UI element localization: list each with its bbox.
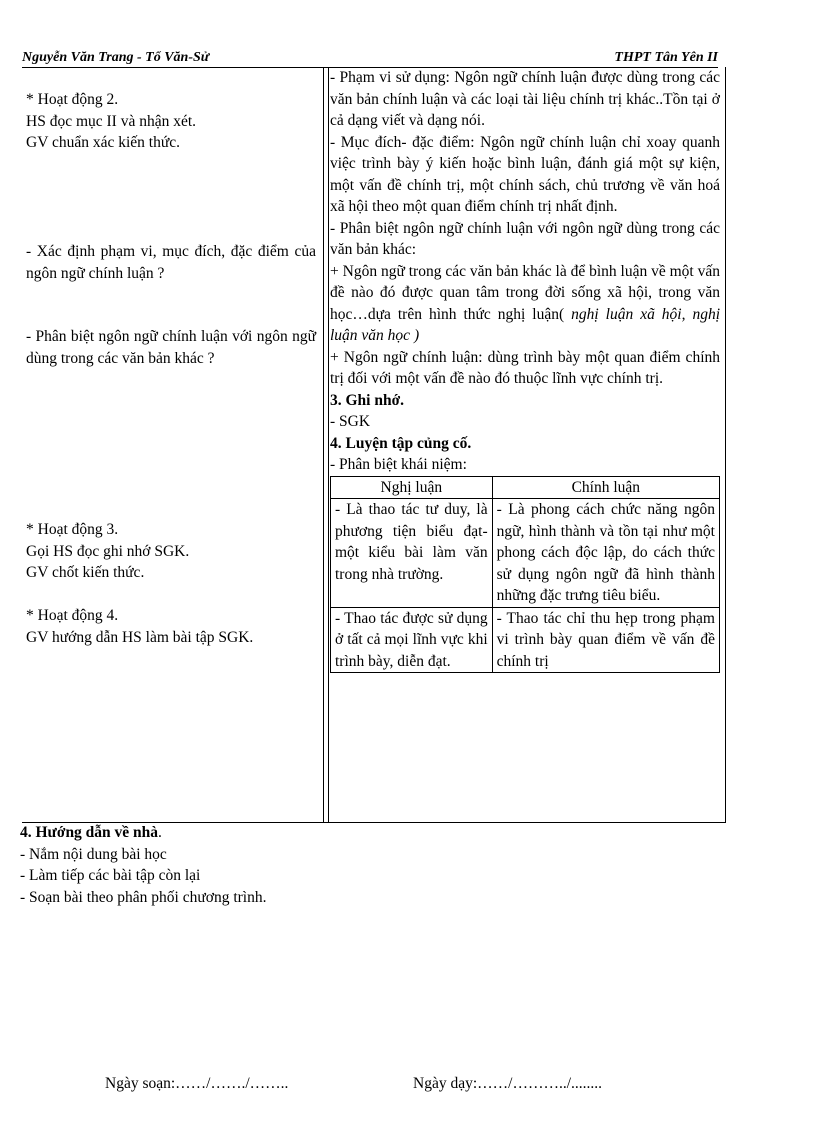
table-row xyxy=(331,499,720,608)
activity-3-line-2: GV chốt kiến thức. xyxy=(26,564,145,581)
political-paragraph: + Ngôn ngữ chính luận: dùng trình bày một quan điểm chính trị đối với một vấn đề nào đó thuộc lĩnh vực chính trị. xyxy=(330,348,720,387)
activity-4-line-1: GV hướng dẫn HS làm bài tập SGK. xyxy=(26,629,254,646)
other-texts-paragraph xyxy=(330,261,720,347)
list-item: - Soạn bài theo phân phối chương trình. xyxy=(20,888,267,906)
comparison-table xyxy=(330,476,720,674)
table-cell: - Thao tác chỉ thu hẹp trong phạm vi trình bày quan điểm về vấn đề chính trị xyxy=(492,607,719,673)
school-label: THPT Tân Yên II xyxy=(614,50,718,65)
practice-intro: - Phân biệt khái niệm: xyxy=(330,456,467,473)
column-divider xyxy=(323,67,329,822)
homework-section xyxy=(20,822,266,908)
table-cell: - Là thao tác tư duy, là phương tiện biểu đạt- một kiểu bài làm văn trong nhà trường. xyxy=(331,499,493,608)
summary-heading: 3. Ghi nhớ. xyxy=(330,391,405,409)
summary-sgk: - SGK xyxy=(330,413,371,430)
purpose-paragraph: - Mục đích- đặc điểm: Ngôn ngữ chính luận chỉ xoay quanh việc trình bày ý kiến hoặc bình luận, đánh giá một sự kiện, một vấn đề chính trị, một chính sách, chủ trương về văn hoá xã hội theo một quan điểm chính trị nhất định. xyxy=(330,133,720,215)
activity-3-title: * Hoạt động 3. xyxy=(26,521,119,538)
other-texts-italic: nghị luận xã hội, nghị luận văn học ) xyxy=(330,305,721,344)
list-item: - Nắm nội dung bài học xyxy=(20,845,167,863)
header-nghi-luan: Nghị luận xyxy=(331,476,493,499)
prep-date: Ngày soạn:……/……./…….. xyxy=(105,1075,289,1092)
activity-3-line-1: Gọi HS đọc ghi nhớ SGK. xyxy=(26,543,190,560)
table-row xyxy=(331,607,720,673)
lesson-table xyxy=(22,67,726,823)
list-item: - Làm tiếp các bài tập còn lại xyxy=(20,867,201,884)
table-cell: - Thao tác được sử dụng ở tất cả mọi lĩnh vực khi trình bày, diễn đạt. xyxy=(331,607,493,673)
table-cell: - Là phong cách chức năng ngôn ngữ, hình thành và tồn tại như một phong cách độc lập, do cách thức sử dụng ngôn ngữ đã hình thành những đặc trưng tiêu biểu. xyxy=(492,499,719,608)
table-header-row xyxy=(331,476,720,499)
homework-heading xyxy=(20,822,266,844)
homework-title-dot: . xyxy=(158,824,162,841)
author-label: Nguyễn Văn Trang - Tổ Văn-Sử xyxy=(22,50,210,65)
scope-paragraph: - Phạm vi sử dụng: Ngôn ngữ chính luận được dùng trong các văn bản chính luận và các loại tài liệu chính trị khác..Tồn tại ở cả dạng viết và dạng nói. xyxy=(330,69,720,129)
activity-2-line-2: GV chuẩn xác kiến thức. xyxy=(26,134,181,151)
other-texts-text: + Ngôn ngữ trong các văn bản khác là để bình luận về một vấn đề nào đó được quan tâm trong đời sống xã hội, trong văn học…dựa trên hình thức nghị luận( xyxy=(330,262,720,323)
question-1: - Xác định phạm vi, mục đích, đặc điểm của ngôn ngữ chính luận ? xyxy=(26,243,316,282)
homework-title: 4. Hướng dẫn về nhà xyxy=(20,824,159,841)
question-2: - Phân biệt ngôn ngữ chính luận với ngôn ngữ dùng trong các văn bản khác ? xyxy=(26,328,316,367)
distinguish-paragraph: - Phân biệt ngôn ngữ chính luận với ngôn ngữ dùng trong các văn bản khác: xyxy=(330,219,720,258)
practice-heading: 4. Luyện tập củng cố. xyxy=(330,434,472,452)
activity-4-title: * Hoạt động 4. xyxy=(26,607,119,624)
activity-2-line-1: HS đọc mục II và nhận xét. xyxy=(26,113,197,130)
teach-date: Ngày dạy:……/………../........ xyxy=(413,1075,602,1092)
activity-2-title: * Hoạt động 2. xyxy=(26,91,119,108)
content-column xyxy=(330,67,720,673)
header-chinh-luan: Chính luận xyxy=(492,476,719,499)
page-header xyxy=(22,50,718,68)
